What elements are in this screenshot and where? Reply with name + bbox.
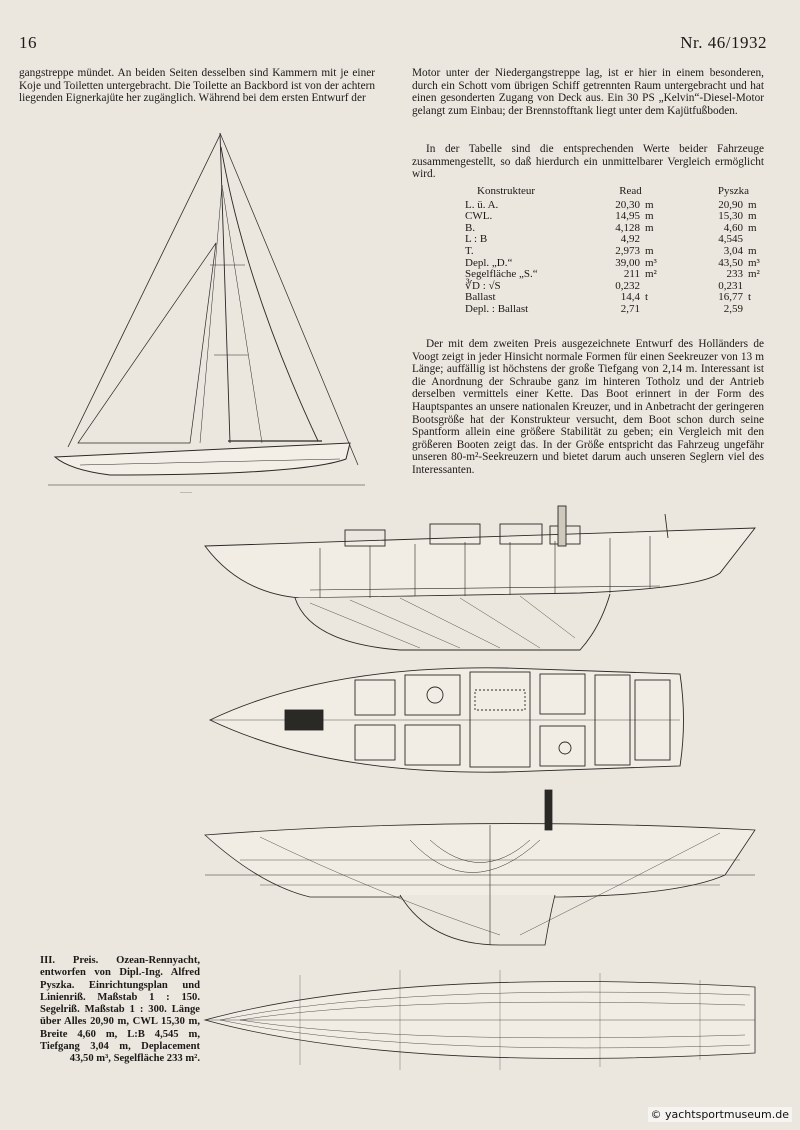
read-unit: m: [645, 198, 654, 211]
pyszka-value: 20,90: [718, 198, 743, 211]
pyszka-unit: m: [748, 244, 757, 257]
pyszka-value: 4,60: [723, 221, 743, 234]
pyszka-unit: m: [748, 221, 757, 234]
table-header-row: [465, 186, 772, 200]
read-unit: m³: [645, 256, 657, 269]
read-value: 14,4: [620, 291, 640, 304]
accommodation-plan-drawing: [205, 660, 690, 785]
row-label: L. ü. A.: [465, 198, 499, 211]
pyszka-unit: m³: [748, 256, 760, 269]
lines-profile-drawing: [200, 785, 760, 955]
table-header: Read: [619, 185, 642, 197]
read-value: 39,00: [615, 256, 640, 269]
svg-text:———: ———: [180, 489, 192, 494]
table-row: [465, 246, 772, 258]
pyszka-value: 3,04: [723, 244, 743, 257]
read-value: 2,973: [615, 244, 640, 257]
read-unit: m: [645, 210, 654, 223]
row-label: Depl. „D.“: [465, 256, 513, 269]
pyszka-value: 0,231: [718, 279, 743, 292]
table-row: [465, 304, 772, 316]
read-unit: m²: [645, 268, 657, 281]
pyszka-unit: m: [748, 210, 757, 223]
table-header: Konstrukteur: [477, 185, 536, 197]
row-label: Ballast: [465, 291, 496, 304]
sail-plan-drawing: [40, 125, 370, 500]
row-label: Segelfläche „S.“: [465, 268, 538, 281]
pyszka-value: 15,30: [718, 210, 743, 223]
issue-number: Nr. 46/1932: [680, 33, 767, 52]
half-breadth-plan-drawing: [200, 965, 760, 1075]
table-row: [465, 269, 772, 281]
pyszka-unit: m²: [748, 268, 760, 281]
read-value: 14,95: [615, 210, 640, 223]
right-paragraph-1: Motor unter der Niedergangstreppe lag, ist er hier in einem besonderen, durch ein Schott vom übrigen Schiff getrennten Raum untergebracht und hat einen gesonderten Zugang von Deck aus. Ein 30 PS „Kelvin“-Diesel-Motor gelangt zum Einbau; der Brennstofftank liegt unter dem Kajütfußboden.: [412, 67, 764, 117]
read-value: 20,30: [615, 198, 640, 211]
row-label: ∛D : √S: [465, 279, 501, 292]
pyszka-value: 233: [726, 268, 743, 281]
row-label: CWL.: [465, 210, 493, 223]
read-unit: t: [645, 291, 649, 304]
pyszka-unit: m: [748, 198, 757, 211]
read-value: 4,128: [615, 221, 640, 234]
read-unit: m: [645, 244, 654, 257]
read-value: 4,92: [620, 233, 640, 246]
row-label: L : B: [465, 233, 488, 246]
pyszka-value: 2,59: [723, 302, 743, 315]
row-label: Depl. : Ballast: [465, 302, 529, 315]
figure-caption: III. Preis. Ozean-Rennyacht, entworfen von Dipl.-Ing. Alfred Pyszka. Einrichtungsplan und Linienriß. Maßstab 1 : 150. Segelriß. Maßstab 1 : 300. Länge über Alles 20,90 m, CWL 15,30 m, Breite 4,60 m, L:B 4,545 m, Tiefgang 3,04 m, Deplacement 43,50 m³, Segelfläche 233 m².: [40, 955, 200, 1065]
read-value: 0,232: [615, 279, 640, 292]
pyszka-unit: [743, 304, 772, 316]
pyszka-value: 16,77: [718, 291, 743, 304]
right-paragraph-2: In der Tabelle sind die entsprechenden Werte beider Fahrzeuge zusammengestellt, so daß hierdurch ein unmittelbarer Vergleich ermöglicht wird.: [412, 143, 764, 181]
row-label: T.: [465, 244, 474, 257]
read-unit: m: [645, 221, 654, 234]
table-header: Pyszka: [717, 185, 750, 197]
pyszka-value: 43,50: [718, 256, 743, 269]
read-value: 2,71: [620, 302, 640, 315]
mast-line: [220, 133, 230, 443]
pyszka-value: 4,545: [718, 233, 743, 246]
page-number: 16: [19, 33, 37, 52]
read-value: 211: [623, 268, 640, 281]
pyszka-unit: t: [748, 291, 752, 304]
right-paragraph-3: Der mit dem zweiten Preis ausgezeichnete Entwurf des Holländers de Voogt zeigt in jeder Hinsicht normale Formen für einen Seekreuzer von 13 m Länge; auffällig ist höchstens der große Tiefgang von 2,14 m. Interessant ist die Anordnung der Schraube ganz im hinteren Totholz und der Antrieb derselben vermittels einer Kette. Das Boot erinnert in der Form des Hauptspantes an unsere nationalen Kreuzer, und in Anbetracht der geringeren Bootsgröße hat der Konstrukteur versucht, dem Boot schon durch seine Spantform allein eine größere Stabilität zu geben; ein Vergleich mit den größeren Booten zeigt das. In der Größe entspricht das Fahrzeug ungefähr unseren 80-m²-Seekreuzern und bietet darum auch unseren Seglern viel des Interessanten.: [412, 338, 764, 476]
inboard-profile-drawing: [200, 498, 760, 658]
watermark-text: © yachtsportmuseum.de: [648, 1107, 792, 1122]
row-label: B.: [465, 221, 476, 234]
left-column-text: gangstreppe mündet. An beiden Seiten desselben sind Kammern mit je einer Koje und Toiletten untergebracht. Die Toilette an Backbord ist von der achtern liegenden Eignerkajüte her zugänglich. Während bei dem ersten Entwurf der: [19, 67, 375, 105]
comparison-table: [465, 186, 772, 316]
read-unit: [640, 304, 669, 316]
